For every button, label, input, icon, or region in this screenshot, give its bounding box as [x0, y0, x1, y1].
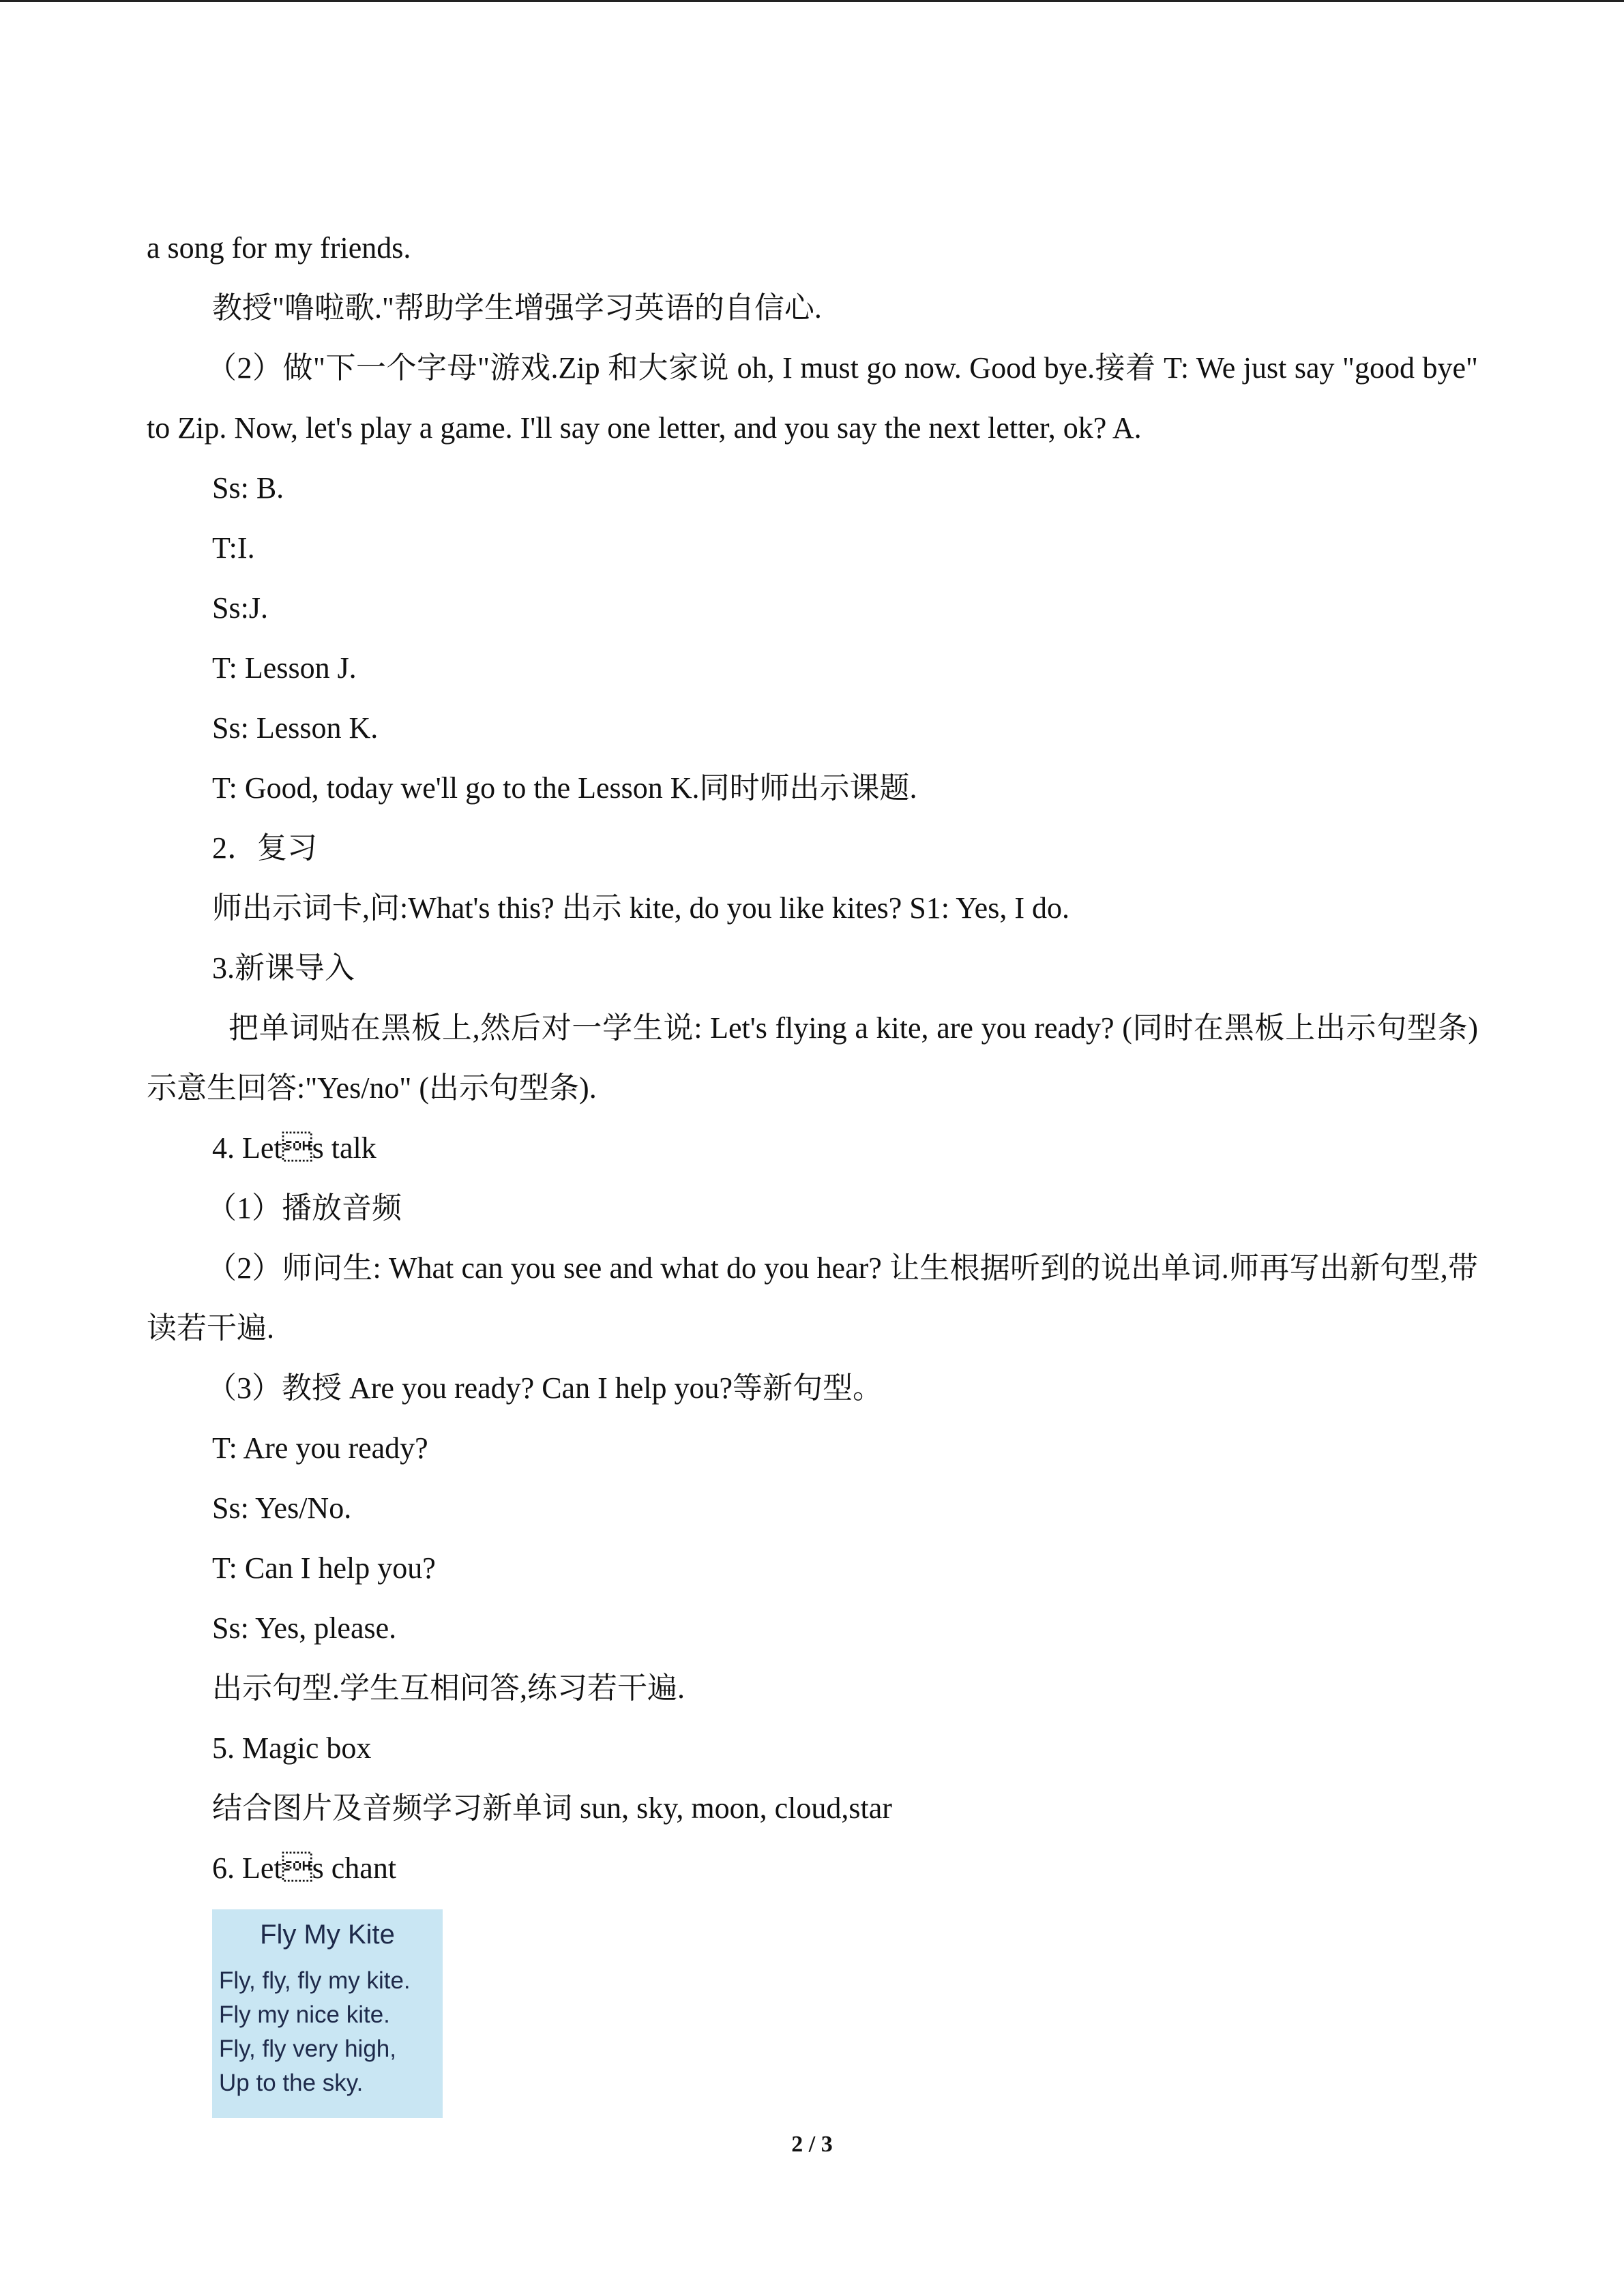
page-number: 2 / 3 — [791, 2132, 833, 2157]
chant-title: Fly My Kite — [260, 1920, 395, 1950]
dialogue-line: T:I. — [212, 531, 255, 565]
dialogue-line: T: Can I help you? — [212, 1551, 436, 1585]
text-paragraph: 把单词贴在黑板上,然后对一学生说: Let's flying a kite, are you ready? (同时在黑板上出示句型条)示意生回答:"Yes/no" (出示句型条). — [147, 1011, 1478, 1105]
text-line: 结合图片及音频学习新单词 sun, sky, moon, cloud,star — [212, 1791, 892, 1825]
text-line: 师出示词卡,问:What's this? 出示 kite, do you like kites? S1: Yes, I do. — [212, 891, 1069, 925]
section-heading: 5. Magic box — [212, 1731, 372, 1765]
dialogue-line: T: Lesson J. — [212, 651, 357, 685]
section-heading: 2．复习 — [212, 831, 317, 865]
text-paragraph: （2）做"下一个字母"游戏.Zip 和大家说 oh, I must go now. Good bye.接着 T: We just say "good bye" to Zip. Now, let's play a game. I'll say one letter, and you say the next letter, ok? A. — [147, 351, 1478, 445]
text-line: 出示句型.学生互相问答,练习若干遍. — [212, 1671, 685, 1705]
chant-line: Fly my nice kite. — [219, 2001, 390, 2028]
section-heading: 4. Lets talk — [212, 1131, 377, 1165]
chant-line: Up to the sky. — [219, 2070, 364, 2096]
chant-line: Fly, fly very high, — [219, 2036, 396, 2062]
text-line: （1）播放音频 — [207, 1191, 402, 1225]
chant-line: Fly, fly, fly my kite. — [219, 1967, 411, 1994]
text-paragraph: （2）师问生: What can you see and what do you hear? 让生根据听到的说出单词.师再写出新句型,带读若干遍. — [147, 1251, 1478, 1345]
text-line: a song for my friends. — [147, 231, 411, 265]
dialogue-line: Ss: Lesson K. — [212, 711, 379, 745]
document-body — [147, 218, 1478, 2118]
dialogue-line: T: Good, today we'll go to the Lesson K.同时师出示课题. — [212, 771, 917, 805]
text-line: 教授"噜啦歌."帮助学生增强学习英语的自信心. — [212, 291, 822, 325]
dialogue-line: Ss: Yes, please. — [212, 1611, 397, 1645]
section-heading: 6. Lets chant — [212, 1851, 397, 1885]
top-border — [0, 0, 1624, 2]
dialogue-line: T: Are you ready? — [212, 1431, 428, 1465]
dialogue-line: Ss: Yes/No. — [212, 1491, 352, 1525]
dialogue-line: Ss:J. — [212, 591, 268, 625]
section-heading: 3.新课导入 — [212, 951, 355, 985]
dialogue-line: Ss: B. — [212, 471, 284, 505]
chant-image — [212, 1909, 443, 2118]
text-line: （3）教授 Are you ready? Can I help you?等新句型。 — [207, 1371, 883, 1405]
